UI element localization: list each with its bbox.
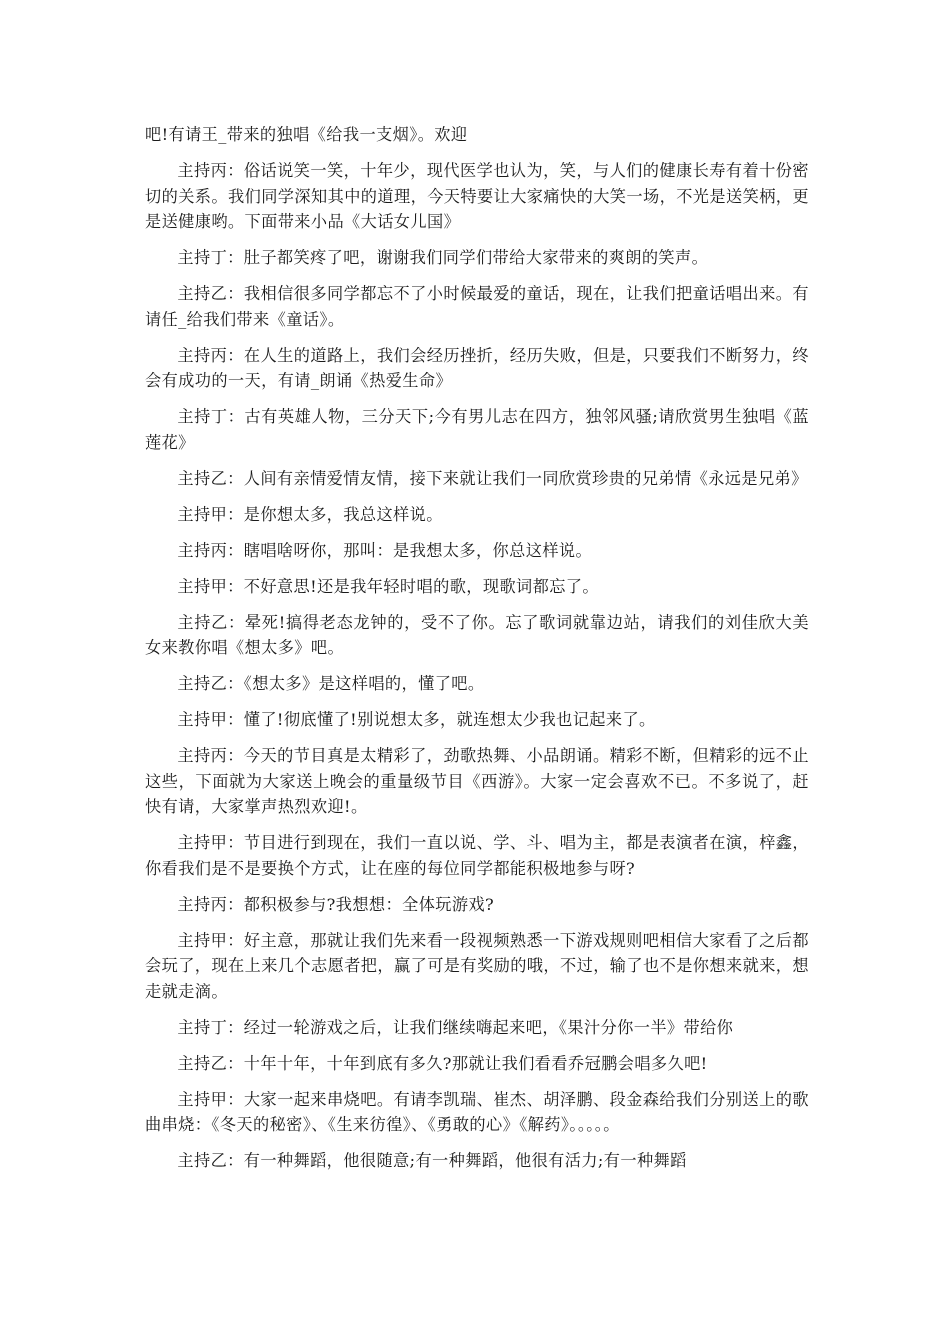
paragraph: 主持甲：懂了!彻底懂了!别说想太多，就连想太少我也记起来了。 (177, 710, 656, 729)
paragraph: 主持乙：有一种舞蹈，他很随意;有一种舞蹈，他很有活力;有一种舞蹈 (177, 1151, 687, 1170)
paragraph: 主持甲：好主意，那就让我们先来看一段视频熟悉一下游戏规则吧相信大家看了之后都会玩了，现在上来几个志愿者把，赢了可是有奖励的哦，不过，输了也不是你想来就来，想走就走滴。 (145, 930, 809, 1001)
paragraph: 主持乙：我相信很多同学都忘不了小时候最爱的童话，现在，让我们把童话唱出来。有请任_给我们带来《童话》。 (145, 284, 809, 329)
paragraph: 主持丙：今天的节目真是太精彩了，劲歌热舞、小品朗诵。精彩不断，但精彩的远不止这些，下面就为大家送上晚会的重量级节目《西游》。大家一定会喜欢不已。不多说了，赶快有请，大家掌声热烈欢迎!。 (145, 746, 809, 816)
paragraph: 主持乙：《想太多》是这样唱的，懂了吧。 (177, 674, 485, 693)
paragraph: 主持丙：俗话说笑一笑，十年少，现代医学也认为，笑，与人们的健康长寿有着十份密切的关系。我们同学深知其中的道理，今天特要让大家痛快的大笑一场，不光是送笑柄，更是送健康哟。下面带来小品《大话女儿国》 (145, 161, 809, 231)
paragraph: 主持乙：人间有亲情爱情友情，接下来就让我们一同欣赏珍贵的兄弟情《永远是兄弟》 (177, 468, 808, 488)
paragraph: 主持甲：大家一起来串烧吧。有请李凯瑞、崔杰、胡泽鹏、段金森给我们分别送上的歌曲串烧：《冬天的秘密》、《生来彷徨》、《勇敢的心》《解药》。。。。。 (145, 1089, 809, 1134)
paragraph: 主持丁：经过一轮游戏之后，让我们继续嗨起来吧，《果汁分你一半》带给你 (177, 1017, 734, 1037)
paragraph: 主持丙：都积极参与?我想想：全体玩游戏? (177, 894, 495, 914)
paragraph: 主持丁：古有英雄人物，三分天下;今有男儿志在四方，独邻风骚;请欣赏男生独唱《蓝莲花》 (145, 407, 809, 452)
paragraph: 主持丙：瞎唱啥呀你，那叫：是我想太多，你总这样说。 (177, 540, 593, 560)
paragraph: 吧!有请王_带来的独唱《给我一支烟》。欢迎 (145, 125, 468, 144)
paragraph: 主持乙：晕死!搞得老态龙钟的，受不了你。忘了歌词就靠边站，请我们的刘佳欣大美女来教你唱《想太多》吧。 (145, 612, 809, 657)
paragraph: 主持甲：是你想太多，我总这样说。 (177, 504, 443, 524)
paragraph: 主持甲：节目进行到现在，我们一直以说、学、斗、唱为主，都是表演者在演，梓鑫，你看我们是不是要换个方式，让在座的每位同学都能积极地参与呀? (145, 833, 809, 878)
paragraph: 主持乙：十年十年，十年到底有多久?那就让我们看看乔冠鹏会唱多久吧! (177, 1053, 708, 1073)
paragraph: 主持丙：在人生的道路上，我们会经历挫折，经历失败，但是，只要我们不断努力，终会有成功的一天，有请_朗诵《热爱生命》 (145, 345, 809, 390)
paragraph: 主持丁：肚子都笑疼了吧，谢谢我们同学们带给大家带来的爽朗的笑声。 (177, 248, 709, 267)
document-page (145, 122, 809, 1184)
paragraph: 主持甲：不好意思!还是我年轻时唱的歌，现歌词都忘了。 (177, 576, 599, 596)
